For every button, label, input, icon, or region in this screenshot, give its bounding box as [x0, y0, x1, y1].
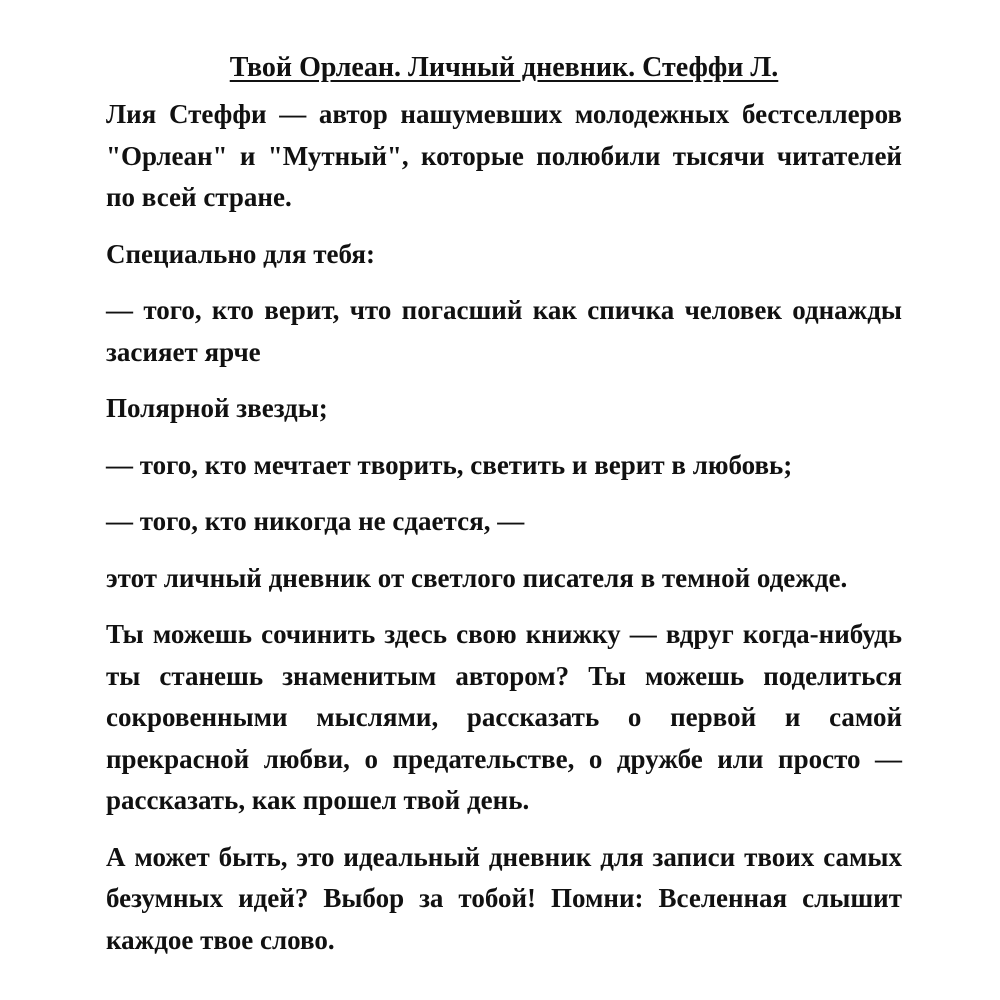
paragraph-author-intro: Лия Стеффи — автор нашумевших молодежных бестселлеров "Орлеан" и "Мутный", которые полюбили тысячи читателей по всей стране.: [106, 99, 902, 212]
paragraph-this-diary: этот личный дневник от светлого писателя в темной одежде.: [106, 562, 848, 593]
paragraph-dreamer: — того, кто мечтает творить, светить и верит в любовь;: [106, 449, 793, 480]
paragraph-ideas: А может быть, это идеальный дневник для записи твоих самых безумных идей? Выбор за тобой! Помни: Вселенная слышит каждое твое слово.: [106, 841, 902, 955]
document-title: Твой Орлеан. Личный дневник. Стеффи Л.: [229, 52, 779, 83]
document-page: [106, 48, 902, 976]
paragraph-never-give-up: — того, кто никогда не сдается, —: [106, 506, 525, 536]
paragraph-polar-star: Полярной звезды;: [106, 393, 328, 423]
paragraph-write-book: Ты можешь сочинить здесь свою книжку — вдруг когда-нибудь ты станешь знаменитым автором? Ты можешь поделиться сокровенными мыслями, рассказать о первой и самой прекрасной любви, о предательстве, о дружбе или просто — рассказать, как прошел твой день.: [106, 619, 902, 815]
paragraph-believer: — того, кто верит, что погасший как спичка человек однажды засияет ярче: [106, 295, 902, 367]
paragraph-for-you: Специально для тебя:: [106, 238, 375, 269]
